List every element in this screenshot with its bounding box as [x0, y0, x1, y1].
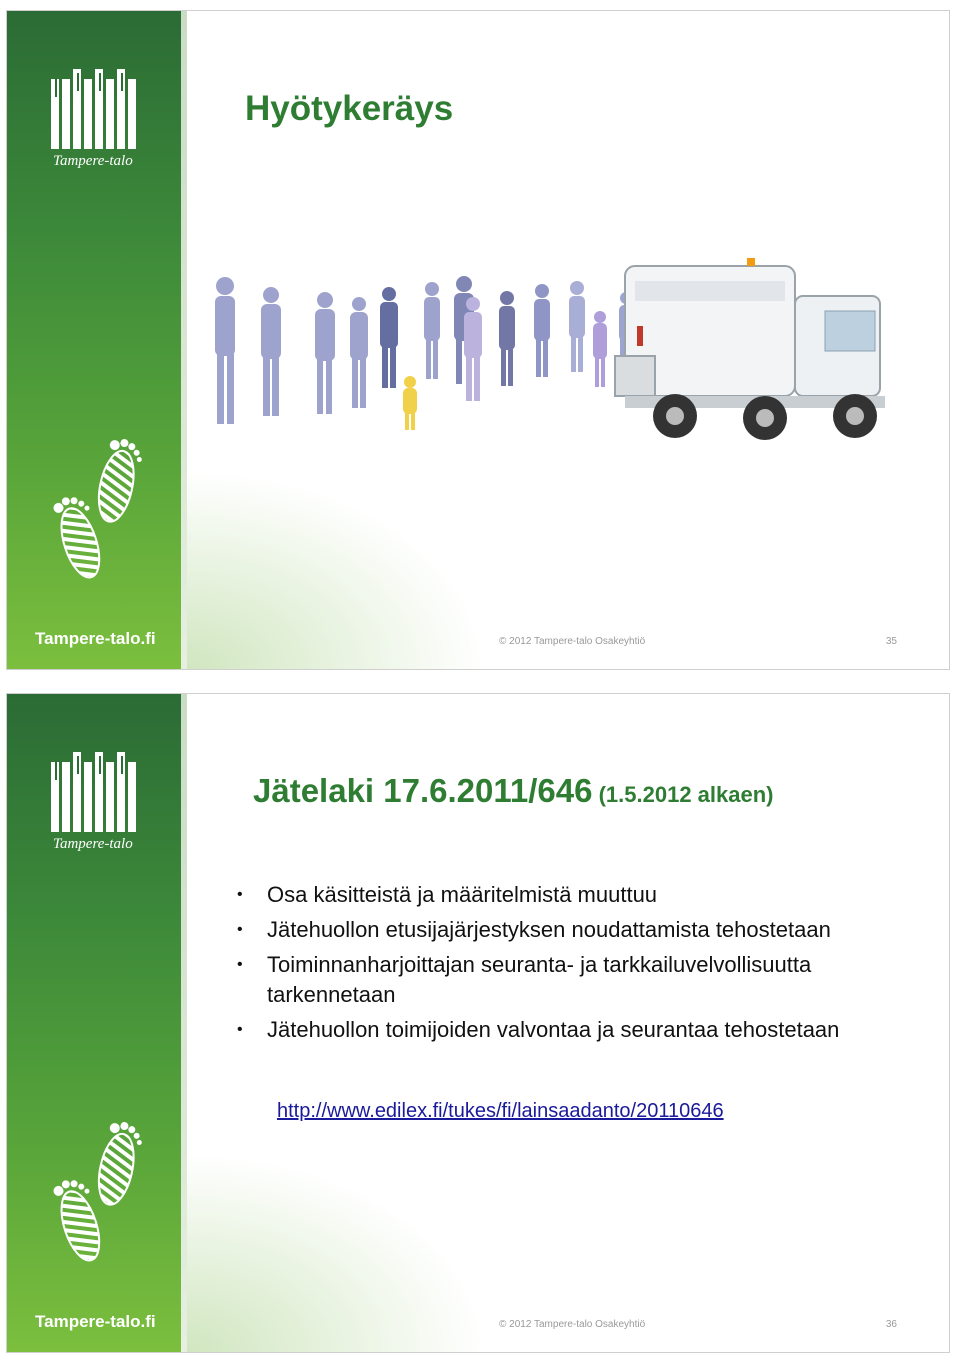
footer-copyright: © 2012 Tampere-talo Osakeyhtiö [499, 636, 646, 647]
slide-36 [6, 693, 950, 1353]
footprints-icon [35, 421, 165, 621]
background-wave [187, 469, 487, 669]
slide-title [253, 772, 774, 810]
page-number: 35 [885, 636, 897, 647]
bullet-item: • Osa käsitteistä ja määritelmistä muuttuu [237, 880, 897, 910]
site-label: Tampere-talo.fi [35, 629, 156, 648]
bullet-list [237, 880, 897, 1050]
slide-35 [6, 10, 950, 670]
edilex-link[interactable]: http://www.edilex.fi/tukes/fi/lainsaadanto/20110646 [277, 1100, 724, 1122]
bullet-item: • Toiminnanharjoittajan seuranta- ja tarkkailuvelvollisuutta tarkennetaan [237, 950, 897, 1010]
logo-text: Tampere-talo [53, 836, 133, 852]
title-main: Jätelaki 17.6.2011/646 [253, 772, 593, 809]
footprints-icon [35, 1104, 165, 1304]
people-and-garbage-truck-illustration [195, 236, 905, 456]
tampere-talo-logo-icon [51, 69, 141, 151]
bullet-item: • Jätehuollon toimijoiden valvontaa ja seurantaa tehostetaan [237, 1015, 897, 1045]
footer-copyright: © 2012 Tampere-talo Osakeyhtiö [499, 1319, 646, 1330]
logo-text: Tampere-talo [53, 153, 133, 169]
site-label: Tampere-talo.fi [35, 1312, 156, 1331]
bullet-item: • Jätehuollon etusijajärjestyksen noudattamista tehostetaan [237, 915, 897, 945]
slide-title: Hyötykeräys [245, 89, 454, 128]
title-sub: (1.5.2012 alkaen) [592, 782, 774, 807]
tampere-talo-logo-icon [51, 752, 141, 834]
page-number: 36 [885, 1319, 897, 1330]
background-wave [187, 1152, 487, 1352]
